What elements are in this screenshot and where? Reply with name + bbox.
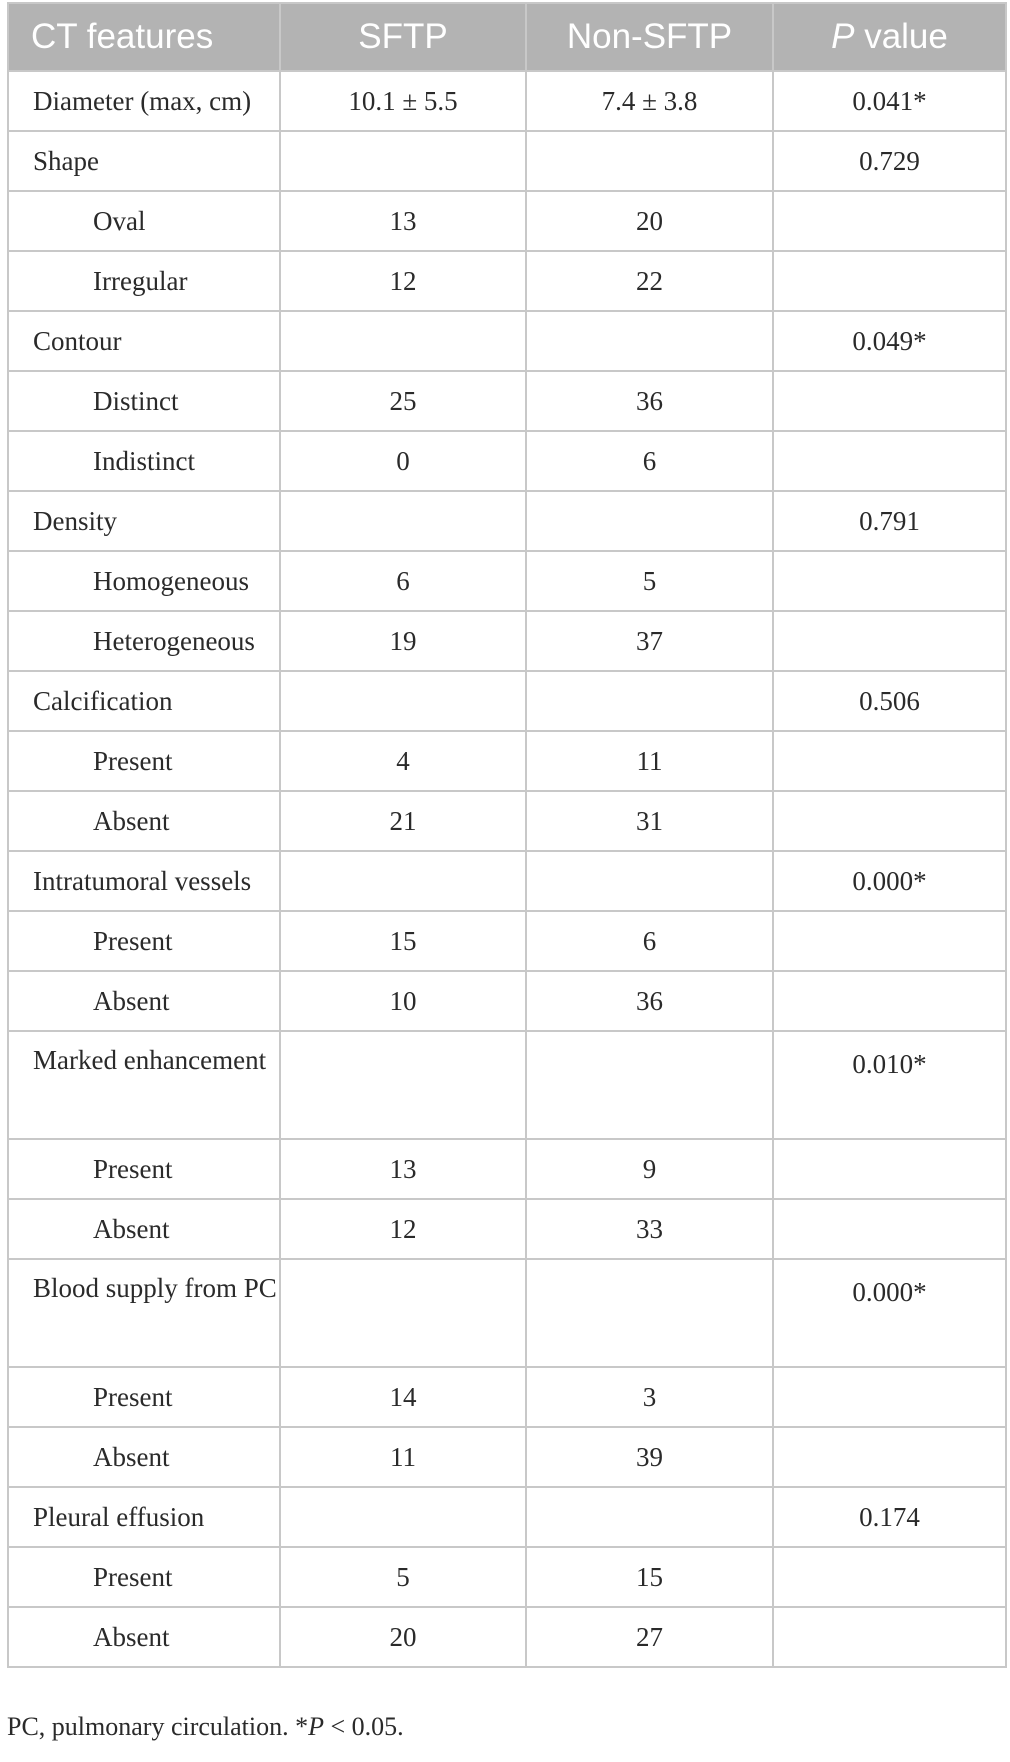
- cell-feature-label: Homogeneous: [8, 551, 280, 611]
- cell-feature-label: Absent: [8, 791, 280, 851]
- cell-p-value: [773, 1139, 1006, 1199]
- cell-sftp-value: 21: [280, 791, 526, 851]
- cell-feature-label: Density: [8, 491, 280, 551]
- cell-p-value: [773, 911, 1006, 971]
- cell-sftp-value: 20: [280, 1607, 526, 1667]
- cell-feature-label: Calcification: [8, 671, 280, 731]
- cell-p-value: [773, 251, 1006, 311]
- cell-non-sftp-value: 36: [526, 371, 773, 431]
- table-subrow: [8, 971, 1006, 1031]
- header-p-italic: P: [831, 17, 855, 56]
- cell-sftp-value: 12: [280, 251, 526, 311]
- cell-sftp-value: [280, 131, 526, 191]
- cell-non-sftp-value: 27: [526, 1607, 773, 1667]
- cell-p-value: 0.729: [773, 131, 1006, 191]
- cell-non-sftp-value: [526, 131, 773, 191]
- cell-non-sftp-value: 7.4 ± 3.8: [526, 71, 773, 131]
- cell-feature-label: Present: [8, 1139, 280, 1199]
- cell-p-value: [773, 1367, 1006, 1427]
- cell-non-sftp-value: [526, 1259, 773, 1367]
- cell-non-sftp-value: 39: [526, 1427, 773, 1487]
- cell-sftp-value: 4: [280, 731, 526, 791]
- cell-p-value: [773, 551, 1006, 611]
- cell-feature-label: Present: [8, 1367, 280, 1427]
- cell-non-sftp-value: 22: [526, 251, 773, 311]
- cell-feature-label: Indistinct: [8, 431, 280, 491]
- cell-non-sftp-value: 37: [526, 611, 773, 671]
- cell-non-sftp-value: 3: [526, 1367, 773, 1427]
- table-subrow: [8, 551, 1006, 611]
- cell-sftp-value: [280, 1031, 526, 1139]
- table-subrow: [8, 911, 1006, 971]
- cell-non-sftp-value: [526, 671, 773, 731]
- cell-non-sftp-value: [526, 1487, 773, 1547]
- cell-feature-label: Irregular: [8, 251, 280, 311]
- table-subrow: [8, 1139, 1006, 1199]
- cell-sftp-value: 13: [280, 191, 526, 251]
- cell-p-value: [773, 1199, 1006, 1259]
- cell-non-sftp-value: 6: [526, 431, 773, 491]
- cell-non-sftp-value: [526, 311, 773, 371]
- cell-non-sftp-value: 6: [526, 911, 773, 971]
- cell-non-sftp-value: [526, 491, 773, 551]
- cell-sftp-value: 15: [280, 911, 526, 971]
- cell-non-sftp-value: 31: [526, 791, 773, 851]
- footnote-text-1: PC, pulmonary circulation. *: [7, 1712, 309, 1741]
- cell-feature-label: Absent: [8, 1427, 280, 1487]
- cell-p-value: [773, 1607, 1006, 1667]
- cell-sftp-value: 25: [280, 371, 526, 431]
- cell-sftp-value: 14: [280, 1367, 526, 1427]
- cell-non-sftp-value: 11: [526, 731, 773, 791]
- cell-non-sftp-value: 20: [526, 191, 773, 251]
- cell-sftp-value: 12: [280, 1199, 526, 1259]
- cell-p-value: [773, 371, 1006, 431]
- cell-feature-label: Absent: [8, 971, 280, 1031]
- cell-sftp-value: 6: [280, 551, 526, 611]
- cell-p-value: 0.010*: [773, 1031, 1006, 1139]
- header-sftp: SFTP: [280, 3, 526, 71]
- table-body: [8, 71, 1006, 1667]
- cell-p-value: [773, 971, 1006, 1031]
- cell-sftp-value: 10: [280, 971, 526, 1031]
- table-subrow: [8, 1367, 1006, 1427]
- table-row: [8, 491, 1006, 551]
- table-row: [8, 131, 1006, 191]
- cell-feature-label: Distinct: [8, 371, 280, 431]
- table-subrow: [8, 1607, 1006, 1667]
- table-row: [8, 71, 1006, 131]
- cell-non-sftp-value: 15: [526, 1547, 773, 1607]
- cell-non-sftp-value: 36: [526, 971, 773, 1031]
- header-ct-features: CT features: [8, 3, 280, 71]
- table-subrow: [8, 431, 1006, 491]
- cell-feature-label: Shape: [8, 131, 280, 191]
- header-p-rest: value: [854, 17, 948, 56]
- cell-p-value: 0.049*: [773, 311, 1006, 371]
- cell-sftp-value: [280, 1487, 526, 1547]
- cell-p-value: [773, 1427, 1006, 1487]
- table-footnote: [7, 1712, 404, 1742]
- cell-sftp-value: [280, 491, 526, 551]
- cell-p-value: [773, 791, 1006, 851]
- cell-feature-label: Pleural effusion: [8, 1487, 280, 1547]
- cell-feature-label: Intratumoral vessels: [8, 851, 280, 911]
- table-subrow: [8, 731, 1006, 791]
- cell-feature-label: Present: [8, 1547, 280, 1607]
- cell-p-value: 0.791: [773, 491, 1006, 551]
- table-subrow: [8, 251, 1006, 311]
- cell-non-sftp-value: 5: [526, 551, 773, 611]
- cell-sftp-value: 10.1 ± 5.5: [280, 71, 526, 131]
- table-subrow: [8, 1199, 1006, 1259]
- cell-feature-label: Present: [8, 911, 280, 971]
- table-row: [8, 851, 1006, 911]
- cell-p-value: [773, 191, 1006, 251]
- cell-feature-label: Heterogeneous: [8, 611, 280, 671]
- cell-feature-label: Diameter (max, cm): [8, 71, 280, 131]
- cell-sftp-value: 5: [280, 1547, 526, 1607]
- table-subrow: [8, 371, 1006, 431]
- cell-feature-label: Present: [8, 731, 280, 791]
- cell-sftp-value: [280, 671, 526, 731]
- cell-p-value: 0.000*: [773, 851, 1006, 911]
- header-non-sftp: Non-SFTP: [526, 3, 773, 71]
- cell-feature-label: Blood supply from PC: [8, 1259, 280, 1367]
- cell-sftp-value: 0: [280, 431, 526, 491]
- cell-p-value: 0.174: [773, 1487, 1006, 1547]
- cell-non-sftp-value: 33: [526, 1199, 773, 1259]
- table-subrow: [8, 191, 1006, 251]
- table-row: [8, 311, 1006, 371]
- table-subrow: [8, 1547, 1006, 1607]
- cell-p-value: 0.506: [773, 671, 1006, 731]
- cell-p-value: [773, 731, 1006, 791]
- table-header-row: [8, 3, 1006, 71]
- ct-features-table: [7, 2, 1007, 1668]
- cell-feature-label: Absent: [8, 1607, 280, 1667]
- cell-p-value: [773, 1547, 1006, 1607]
- ct-features-table-container: [7, 2, 1005, 1668]
- cell-sftp-value: 11: [280, 1427, 526, 1487]
- cell-feature-label: Contour: [8, 311, 280, 371]
- cell-non-sftp-value: [526, 1031, 773, 1139]
- cell-p-value: [773, 431, 1006, 491]
- cell-p-value: [773, 611, 1006, 671]
- cell-sftp-value: [280, 311, 526, 371]
- cell-sftp-value: [280, 1259, 526, 1367]
- table-row: [8, 671, 1006, 731]
- cell-non-sftp-value: [526, 851, 773, 911]
- header-p-value: [773, 3, 1006, 71]
- cell-non-sftp-value: 9: [526, 1139, 773, 1199]
- cell-feature-label: Absent: [8, 1199, 280, 1259]
- table-row: [8, 1487, 1006, 1547]
- cell-feature-label: Marked enhancement: [8, 1031, 280, 1139]
- footnote-text-2: < 0.05.: [324, 1712, 404, 1741]
- table-subrow: [8, 791, 1006, 851]
- table-row: [8, 1259, 1006, 1367]
- footnote-p-italic: P: [308, 1712, 325, 1741]
- cell-feature-label: Oval: [8, 191, 280, 251]
- cell-sftp-value: [280, 851, 526, 911]
- cell-p-value: 0.041*: [773, 71, 1006, 131]
- table-subrow: [8, 611, 1006, 671]
- table-subrow: [8, 1427, 1006, 1487]
- cell-sftp-value: 19: [280, 611, 526, 671]
- cell-p-value: 0.000*: [773, 1259, 1006, 1367]
- cell-sftp-value: 13: [280, 1139, 526, 1199]
- table-row: [8, 1031, 1006, 1139]
